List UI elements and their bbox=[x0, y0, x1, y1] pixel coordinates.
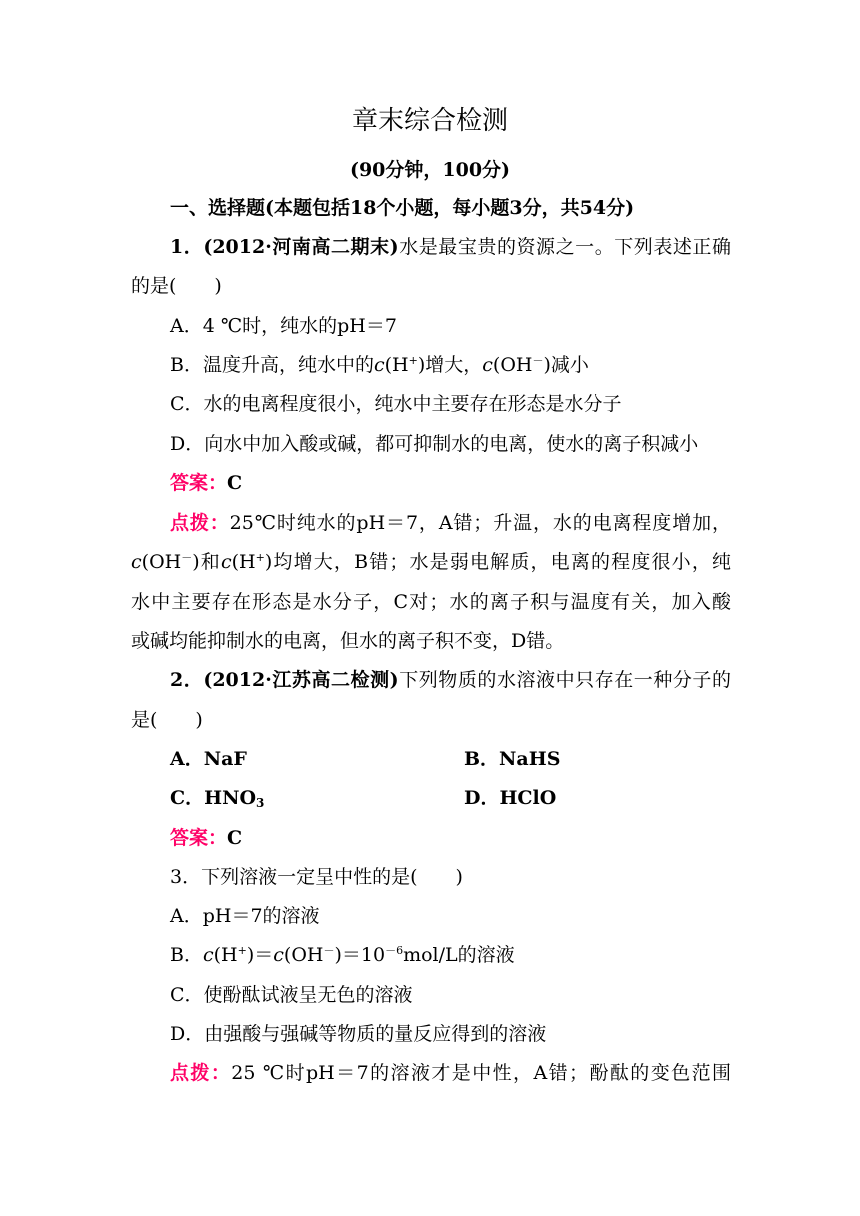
answer-label: 答案： bbox=[170, 472, 228, 494]
q3-option-b: B．$c(H^+)=c(OH^-)=10^{-6}mol/L$的溶液 bbox=[170, 944, 515, 966]
q1-option-a: A．4 ℃时，纯水的pH＝7 bbox=[170, 315, 397, 337]
q1-hint-line3: 水中主要存在形态是水分子，C对；水的离子积与温度有关，加入酸 bbox=[131, 591, 731, 613]
q1-stem-a: 水是最宝贵的资源之一。下列表述正确 bbox=[398, 236, 731, 258]
q1-number: 1． bbox=[170, 236, 204, 258]
page-title: 章末综合检测 bbox=[351, 106, 508, 136]
q2-option-a: A．NaF bbox=[170, 748, 247, 770]
answer-value: C bbox=[227, 472, 243, 494]
q2-number: 2． bbox=[170, 669, 204, 691]
page-subtitle: (90分钟，100分) bbox=[349, 159, 511, 181]
hint-label: 点拨： bbox=[170, 512, 230, 534]
q1-stem-line2: 的是( ) bbox=[131, 275, 222, 297]
q2-stem-line1 bbox=[170, 666, 731, 694]
q3-option-d: D．由强酸与强碱等物质的量反应得到的溶液 bbox=[170, 1023, 547, 1045]
hint-label: 点拨： bbox=[170, 1062, 232, 1084]
q2-option-b: B．NaHS bbox=[464, 748, 561, 770]
q1-option-c: C．水的电离程度很小，纯水中主要存在形态是水分子 bbox=[170, 393, 622, 415]
q2-source: (2012·江苏高二检测) bbox=[203, 669, 399, 691]
section-heading: 一、选择题(本题包括18个小题，每小题3分，共54分) bbox=[170, 197, 635, 219]
q1-answer bbox=[170, 469, 731, 497]
q1-stem-line1 bbox=[170, 233, 731, 261]
q1-option-b: B．温度升高，纯水中的c(H+)增大，c(OH－)减小 bbox=[170, 354, 589, 376]
q2-stem-a: 下列物质的水溶液中只存在一种分子的 bbox=[398, 669, 731, 691]
q1-hint-line1: 点拨：25℃时纯水的pH＝7，A错；升温，水的电离程度增加， bbox=[170, 512, 731, 534]
q3-option-c: C．使酚酞试液呈无色的溶液 bbox=[170, 984, 413, 1006]
q2-stem-line2: 是( ) bbox=[131, 709, 203, 731]
q3-hint-line1: 点拨：25 ℃时pH＝7的溶液才是中性，A错；酚酞的变色范围 bbox=[170, 1062, 731, 1084]
q2-options-row2 bbox=[170, 784, 731, 812]
answer-label: 答案： bbox=[170, 827, 228, 849]
q2-option-c: C．$HNO_3$ bbox=[170, 787, 265, 810]
answer-value: C bbox=[227, 827, 243, 849]
q2-options-row1 bbox=[170, 745, 731, 773]
q1-source: (2012·河南高二期末) bbox=[203, 236, 399, 258]
q3-stem: 3．下列溶液一定呈中性的是( ) bbox=[170, 866, 463, 888]
q1-hint-line2: c(OH－)和c(H+)均增大，B错；水是弱电解质，电离的程度很小，纯 bbox=[131, 551, 731, 573]
q1-option-d: D．向水中加入酸或碱，都可抑制水的电离，使水的离子积减小 bbox=[170, 433, 699, 455]
q3-option-a: A．pH＝7的溶液 bbox=[170, 905, 320, 927]
q2-answer bbox=[170, 824, 731, 852]
q2-option-d: D．HClO bbox=[464, 787, 557, 809]
q1-hint-line4: 或碱均能抑制水的电离，但水的离子积不变，D错。 bbox=[131, 630, 565, 652]
